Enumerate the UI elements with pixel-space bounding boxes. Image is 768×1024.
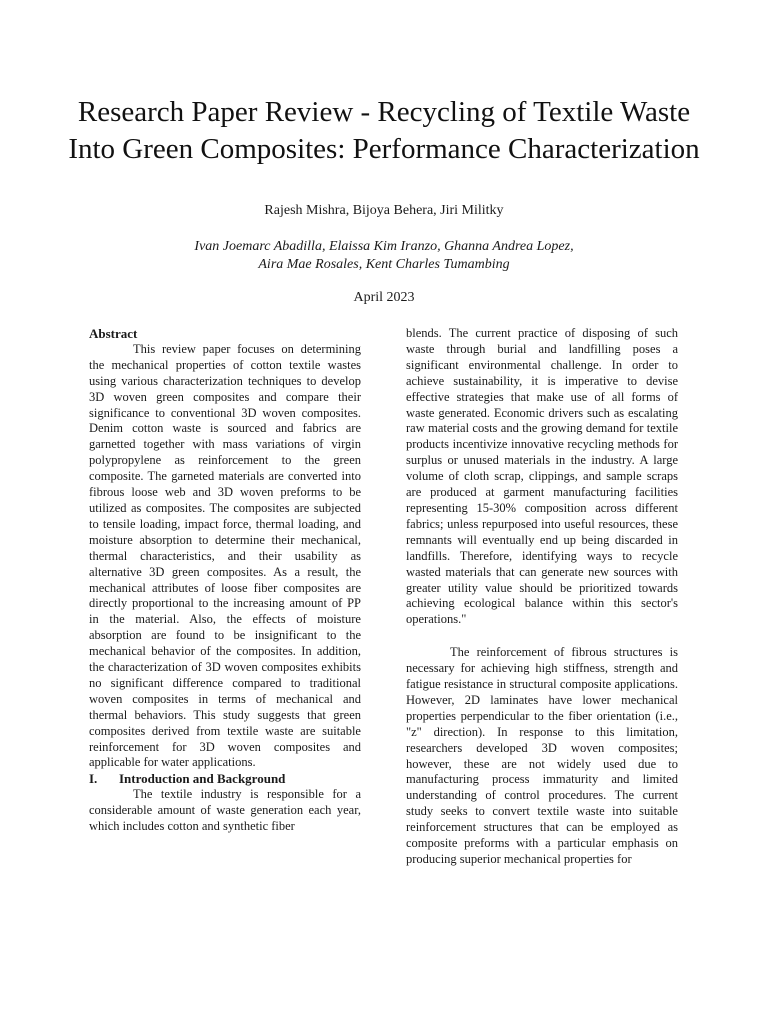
review-authors-line-1: Ivan Joemarc Abadilla, Elaissa Kim Iranzo, Ghanna Andrea Lopez, (194, 239, 574, 254)
intro-paragraph-2: The reinforcement of fibrous structures is necessary for achieving high stiffness, strength and fatigue resistance in structural composite applications. However, 2D laminates have lower mechanical properties perpendicular to the fiber orientation (i.e., "z" direction). In response to this limitation, researchers developed 3D woven composites; however, these are not widely used due to manufacturing process immaturity and limited understanding of control procedures. The current study seeks to convert textile waste into suitable reinforcement structures that can be employed as composite preforms with a particular emphasis on producing superior mechanical properties for (406, 645, 678, 866)
review-authors (60, 238, 708, 274)
review-authors-line-2: Aira Mae Rosales, Kent Charles Tumambing (258, 257, 510, 272)
publication-date: April 2023 (353, 290, 415, 305)
right-column (406, 326, 678, 868)
section-heading-introduction (89, 771, 361, 787)
intro-paragraph-1-start: The textile industry is responsible for a considerable amount of waste generation each year, which includes cotton and synthetic fiber (89, 787, 361, 834)
section-number: I. (89, 771, 98, 787)
left-column (89, 326, 361, 835)
abstract-text: This review paper focuses on determining the mechanical properties of cotton textile wastes using various characterization techniques to develop 3D woven green composites and compare their significance to conventional 3D woven composites. Denim cotton waste is sourced and fabrics are garnetted together with mass variations of virgin polypropylene as reinforcement to the green composite. The garneted materials are converted into fibrous loose web and 3D woven preforms to be utilized as composites. The composites are subjected to tensile loading, impact force, thermal loading, and moisture absorption to determine their mechanical, thermal characteristics, and their usability as alternative 3D green composites. As a result, the mechanical attributes of loose fiber composites are directly proportional to the increasing amount of PP in the material. Also, the effects of moisture absorption are found to be insignificant to the mechanical behavior of the composites. In addition, the characterization of 3D woven composites exhibits no significant difference compared to traditional woven composites in terms of mechanical and thermal behaviors. This study suggests that green composites derived from textile waste are suitable reinforcement for 3D woven composites and applicable for water applications. (89, 341, 361, 770)
intro-paragraph-1-continued: blends. The current practice of disposing of such waste through burial and landfilling poses a significant environmental challenge. In order to achieve sustainability, it is imperative to devise effective strategies that make use of all forms of waste generated. Economic drivers such as escalating raw material costs and the growing demand for textile products incentivize innovative recycling methods for surplus or unused materials in the industry. A large volume of cloth scrap, clippings, and sample scraps are produced at garment manufacturing facilities representing 15-30% composition across different fabrics; unless repurposed into useful resources, these remnants will eventually end up being discarded in landfills. Therefore, identifying ways to recycle wasted materials that can generate new sources with greater utility value should be prioritized towards achieving ecological balance within this sector's operations." (406, 326, 678, 627)
original-authors: Rajesh Mishra, Bijoya Behera, Jiri Militky (264, 203, 504, 218)
section-title: Introduction and Background (119, 771, 286, 787)
paper-title: Research Paper Review - Recycling of Textile Waste Into Green Composites: Performance Characterization (68, 96, 700, 165)
abstract-heading: Abstract (89, 326, 138, 341)
